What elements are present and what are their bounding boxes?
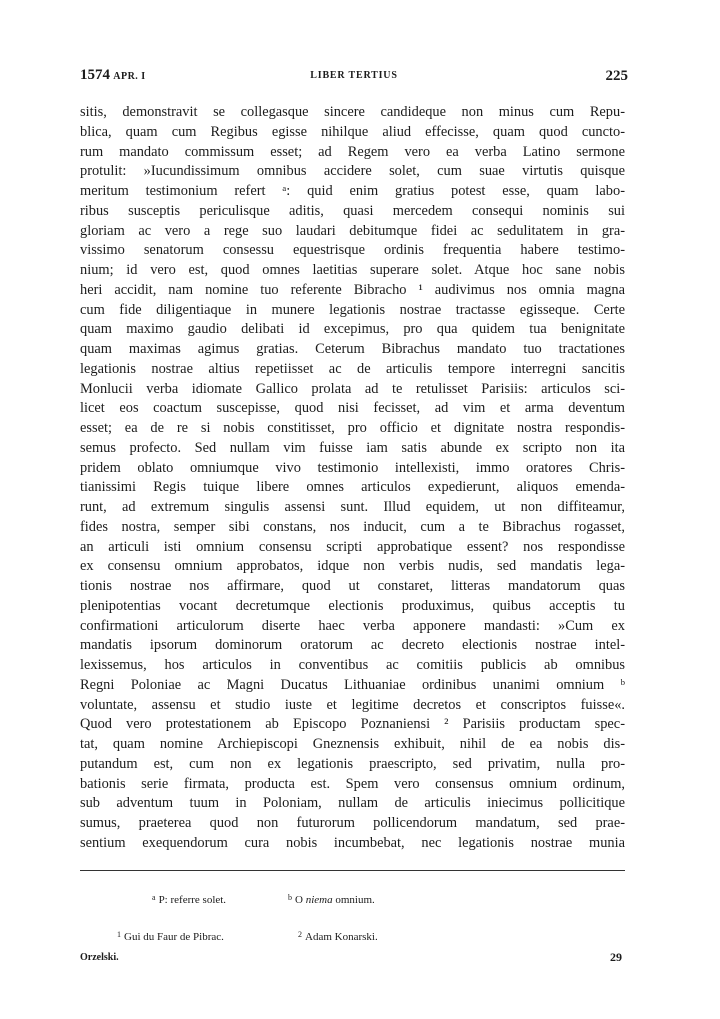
running-header [80,64,628,84]
text-line: meritum testimonium refert ᵃ: quid enim gratius potest esse, quam labo- [80,183,625,199]
text-line: tionis nostrae nos affirmare, quod ut constaret, litteras mandatorum quas [80,578,625,594]
footnote-a-marker: a [152,893,156,902]
text-line: sitis, demonstravit se collegasque sincere candideque non minus cum Repu- [80,104,625,120]
text-line: bationis serie firmata, producta est. Spem vero consensus omnium ordinum, [80,775,625,792]
text-line: ribus susceptis periculisque aditis, quasi mercedem consequi nominis sui [80,202,625,219]
footnote-b [288,894,375,906]
text-line: tianissimi Regis tuique libere omnes articulos expedierunt, aliquos emenda- [80,479,625,496]
footnote-1-marker: 1 [117,930,121,939]
footnote-b-suffix: omnium. [335,894,375,906]
text-line: gloriam ac vero a rege suo laudari debitumque fidei ac sedulitatem in gra- [80,222,625,239]
text-line: esset; ea de re si nobis constitisset, pro officio et dignitate nostra respondis- [80,420,625,436]
footnote-b-marker: b [288,893,292,902]
text-line: runt, ad extremum singulis assensi sunt. Illud equidem, ut non diffiteamur, [80,499,625,515]
text-line: an articuli isti omnium consensu scripti approbatique essent? nos respondisse [80,538,625,555]
text-line: pridem oblato omniumque vivo testimonio intellexisti, immo oratores Chris- [80,459,625,476]
text-line: sumus, praeterea quod non futurorum pollicendorum mandatum, sed prae- [80,815,625,831]
footnote-1 [117,931,224,943]
footnote-2-text: Adam Konarski. [305,931,378,943]
text-line: heri accidit, nam nomine tuo referente Bibracho ¹ audivimus nos omnia magna [80,281,625,298]
signature-number: 29 [610,950,622,964]
text-line: rum mandato commissum esset; ad Regem vero ea verba Latino sermone [80,143,625,160]
footnote-1-text: Gui du Faur de Pibrac. [124,931,224,943]
page-number: 225 [605,68,628,84]
footnote-2-marker: 2 [298,930,302,939]
text-line: lexissemus, hos articulos in conventibus ac comitiis publicis ab omnibus [80,657,625,673]
main-text [80,103,625,854]
text-line: voluntate, assensu et studio iuste et legitime decretos et conscriptos fuisse«. [80,696,625,713]
text-line: mandatis ipsorum dominorum oratorum ac decreto electionis nostrae intel- [80,637,625,654]
footnote-b-prefix: O [295,894,303,906]
text-line: ex consensu omnium approbatos, idque non verbis nudis, sed mandatis lega- [80,558,625,575]
text-line: protulit: »Iucundissimum omnibus accidere solet, cum suae virtutis quisque [80,163,625,180]
text-line: quam maximas agimus gratias. Ceterum Bibrachus mandato tuo tractationes [80,341,625,357]
footnote-a [152,894,226,906]
signature-mark: Orzelski. [80,952,119,963]
footnote-divider [80,870,625,871]
text-line: cum fide diligentiaque in munere legationis nostrae tractasse egisseque. Certe [80,301,625,318]
text-line: fides nostra, semper sibi constans, nos inducit, cum a te Bibrachus rogasset, [80,518,625,535]
text-line: semus profecto. Sed nullam vim fuisse iam satis abunde ex scripto non ita [80,439,625,456]
text-line: tat, quam nomine Archiepiscopi Gneznensis exhibuit, nihil de ea nobis dis- [80,736,625,752]
text-line: sentium exequendorum cura nobis incumbebat, nec legationis nostrae munia [80,834,625,851]
text-line: Monlucii verba idiomate Gallico prolata ad te retulisset Parisiis: articulos sci- [80,380,625,397]
text-line: putandum est, cum non ex legationis praescripto, sed privatim, nulla pro- [80,755,625,772]
text-line: Regni Poloniae ac Magni Ducatus Lithuaniae ordinibus unanimi omnium ᵇ [80,676,625,693]
text-line: blica, quam cum Regibus egisse nihilque aliud effecisse, quam quod cuncto- [80,123,625,140]
text-line: licet eos coactum suscepisse, quod nisi fecisset, ad vim et arma deventum [80,400,625,417]
text-line: vissimo senatorum consessu equestrisque ordinis frequentia habere testimo- [80,242,625,259]
header-month-day: APR. I [113,71,146,82]
text-line: Quod vero protestationem ab Episcopo Poznaniensi ² Parisiis productam spec- [80,716,625,733]
text-line: nium; id vero est, quod omnes laetitias superare solet. Atque hoc sane nobis [80,262,625,278]
header-book-title: LIBER TERTIUS [310,70,398,81]
text-line: quam maximo gaudio delibati id excepimus, pro qua quidem tua benignitate [80,321,625,338]
footnote-a-text: P: referre solet. [158,894,227,906]
header-year: 1574 [80,67,110,83]
text-line: plenipotentias vocant decretumque electionis produximus, quibus acceptis tu [80,597,625,614]
text-line: sub adventum tuum in Poloniam, nullam de articulis iniecimus pollicitique [80,795,625,812]
footnote-b-italic: niema [305,894,333,906]
footnote-2 [298,931,378,943]
text-line: legationis nostrae altius repetiisset ac de articulis tempore interregni sancitis [80,360,625,377]
text-line: confirmationi articulorum diserte haec verba apponere mandasti: »Cum ex [80,617,625,634]
